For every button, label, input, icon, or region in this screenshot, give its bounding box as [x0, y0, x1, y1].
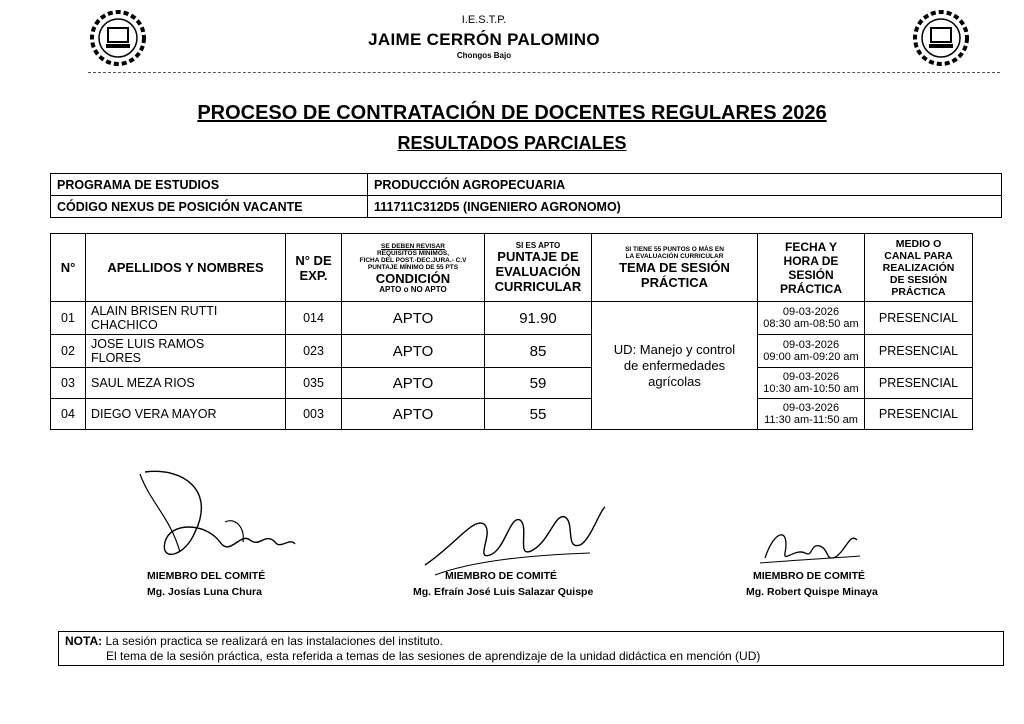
topic-note-1: SI TIENE 55 PUNTOS O MÁS EN [625, 245, 724, 253]
row-number: 04 [51, 399, 86, 430]
table-header-row [51, 234, 973, 302]
row-score: 91.90 [485, 302, 592, 335]
row-datetime [758, 399, 865, 430]
col-condition [342, 234, 485, 302]
school-name: JAIME CERRÓN PALOMINO [368, 30, 600, 49]
row-number: 02 [51, 335, 86, 368]
row-condition: APTO [342, 302, 485, 335]
date-title-3: SESIÓN [788, 267, 834, 282]
medium-title-4: DE SESIÓN [889, 273, 948, 286]
row-medium: PRESENCIAL [865, 399, 973, 430]
row-condition: APTO [342, 335, 485, 368]
row-exp: 014 [286, 302, 342, 335]
row-number: 01 [51, 302, 86, 335]
results-table [50, 233, 973, 430]
date-title-1: FECHA Y [784, 239, 837, 254]
row-name-line-2: FLORES [91, 351, 142, 365]
row-name-line-1: DIEGO VERA MAYOR [91, 407, 217, 421]
score-title-1: PUNTAJE DE [497, 248, 579, 264]
program-label: PROGRAMA DE ESTUDIOS [51, 174, 368, 196]
topic-line-3: agrícolas [648, 373, 701, 389]
condition-note-4: PUNTAJE MÍNIMO DE 55 PTS [367, 263, 459, 271]
institute-logo-right [911, 8, 971, 68]
score-title-3: CURRICULAR [494, 278, 582, 294]
note-box [58, 631, 1004, 666]
signature-3-name: Mg. Robert Quispe Minaya [746, 586, 878, 598]
topic-note-2: LA EVALUACIÓN CURRICULAR [625, 252, 724, 260]
table-row [51, 302, 973, 335]
topic-title-1: TEMA DE SESIÓN [619, 259, 730, 275]
col-date [758, 234, 865, 302]
signature-2-name: Mg. Efraín José Luis Salazar Quispe [413, 586, 594, 598]
medium-title-3: REALIZACIÓN [882, 261, 955, 274]
date-title-4: PRÁCTICA [780, 281, 842, 296]
topic-line-2: de enfermedades [623, 357, 726, 373]
code-label: CÓDIGO NEXUS DE POSICIÓN VACANTE [51, 196, 368, 218]
row-condition: APTO [342, 368, 485, 399]
medium-title-5: PRÁCTICA [891, 285, 946, 298]
note-line-1: La sesión practica se realizará en las instalaciones del instituto. [105, 634, 443, 648]
header-divider [88, 72, 1000, 73]
page-subtitle: RESULTADOS PARCIALES [397, 133, 627, 153]
medium-title-1: MEDIO O [895, 237, 942, 250]
table-row [51, 368, 973, 399]
row-number: 03 [51, 368, 86, 399]
row-name-line-1: ALAIN BRISEN RUTTI [91, 304, 218, 318]
topic-cell [592, 302, 758, 430]
col-topic [592, 234, 758, 302]
row-date: 09-03-2026 [782, 306, 840, 318]
table-row [51, 399, 973, 430]
school-type: I.E.S.T.P. [461, 14, 507, 26]
signature-3 [755, 518, 865, 578]
page-title: PROCESO DE CONTRATACIÓN DE DOCENTES REGULARES 2026 [197, 102, 827, 124]
row-time: 11:30 am-11:50 am [764, 414, 858, 426]
signature-2-role: MIEMBRO DE COMITÉ [445, 570, 557, 582]
row-medium: PRESENCIAL [865, 368, 973, 399]
topic-line-1: UD: Manejo y control [613, 341, 736, 357]
row-medium: PRESENCIAL [865, 335, 973, 368]
row-name-line-2: CHACHICO [91, 318, 158, 332]
table-row [51, 335, 973, 368]
condition-note-2: REQUISITOS MÍNIMOS, [376, 249, 450, 257]
row-date: 09-03-2026 [782, 339, 840, 351]
score-title-2: EVALUACIÓN [495, 263, 581, 279]
row-exp: 035 [286, 368, 342, 399]
row-exp: 003 [286, 399, 342, 430]
institute-logo-left [88, 8, 148, 68]
row-score: 85 [485, 335, 592, 368]
school-location: Chongos Bajo [456, 51, 512, 60]
row-name [86, 399, 286, 430]
note-label: NOTA: [65, 634, 103, 648]
row-score: 59 [485, 368, 592, 399]
date-title-2: HORA DE [783, 253, 839, 268]
col-names: APELLIDOS Y NOMBRES [86, 234, 286, 302]
row-name [86, 302, 286, 335]
signature-1-role: MIEMBRO DEL COMITÉ [147, 570, 266, 582]
signature-1 [125, 462, 305, 577]
row-time: 08:30 am-08:50 am [763, 318, 859, 330]
row-time: 10:30 am-10:50 am [763, 383, 859, 395]
col-medium [865, 234, 973, 302]
note-line-2: El tema de la sesión práctica, esta referida a temas de las sesiones de aprendizaje de la unidad didáctica en mención (UD) [106, 649, 761, 663]
code-value: 111711C312D5 (INGENIERO AGRONOMO) [368, 196, 1002, 218]
row-exp: 023 [286, 335, 342, 368]
program-value: PRODUCCIÓN AGROPECUARIA [368, 174, 1002, 196]
row-name [86, 368, 286, 399]
condition-note-3: FICHA DEL POST.-DEC.JURA.- C.V [359, 256, 467, 264]
topic-title-2: PRÁCTICA [640, 274, 709, 290]
col-number: N° [51, 234, 86, 302]
row-medium: PRESENCIAL [865, 302, 973, 335]
row-date: 09-03-2026 [782, 402, 840, 414]
col-exp: N° DE EXP. [286, 234, 342, 302]
medium-title-2: CANAL PARA [884, 249, 953, 262]
col-score [485, 234, 592, 302]
row-datetime [758, 335, 865, 368]
condition-title: CONDICIÓN [375, 270, 451, 286]
row-date: 09-03-2026 [782, 371, 840, 383]
condition-sub: APTO o NO APTO [379, 284, 447, 294]
signature-1-name: Mg. Josías Luna Chura [147, 586, 262, 598]
row-name-line-1: JOSE LUIS RAMOS [91, 337, 205, 351]
row-datetime [758, 302, 865, 335]
condition-note-1: SE DEBEN REVISAR [381, 242, 445, 250]
score-note: SI ES APTO [515, 240, 561, 250]
row-datetime [758, 368, 865, 399]
row-name-line-1: SAUL MEZA RIOS [91, 376, 195, 390]
vacancy-info-table [50, 173, 1002, 218]
row-time: 09:00 am-09:20 am [763, 351, 859, 363]
row-condition: APTO [342, 399, 485, 430]
signature-3-role: MIEMBRO DE COMITÉ [753, 570, 865, 582]
row-name [86, 335, 286, 368]
row-score: 55 [485, 399, 592, 430]
